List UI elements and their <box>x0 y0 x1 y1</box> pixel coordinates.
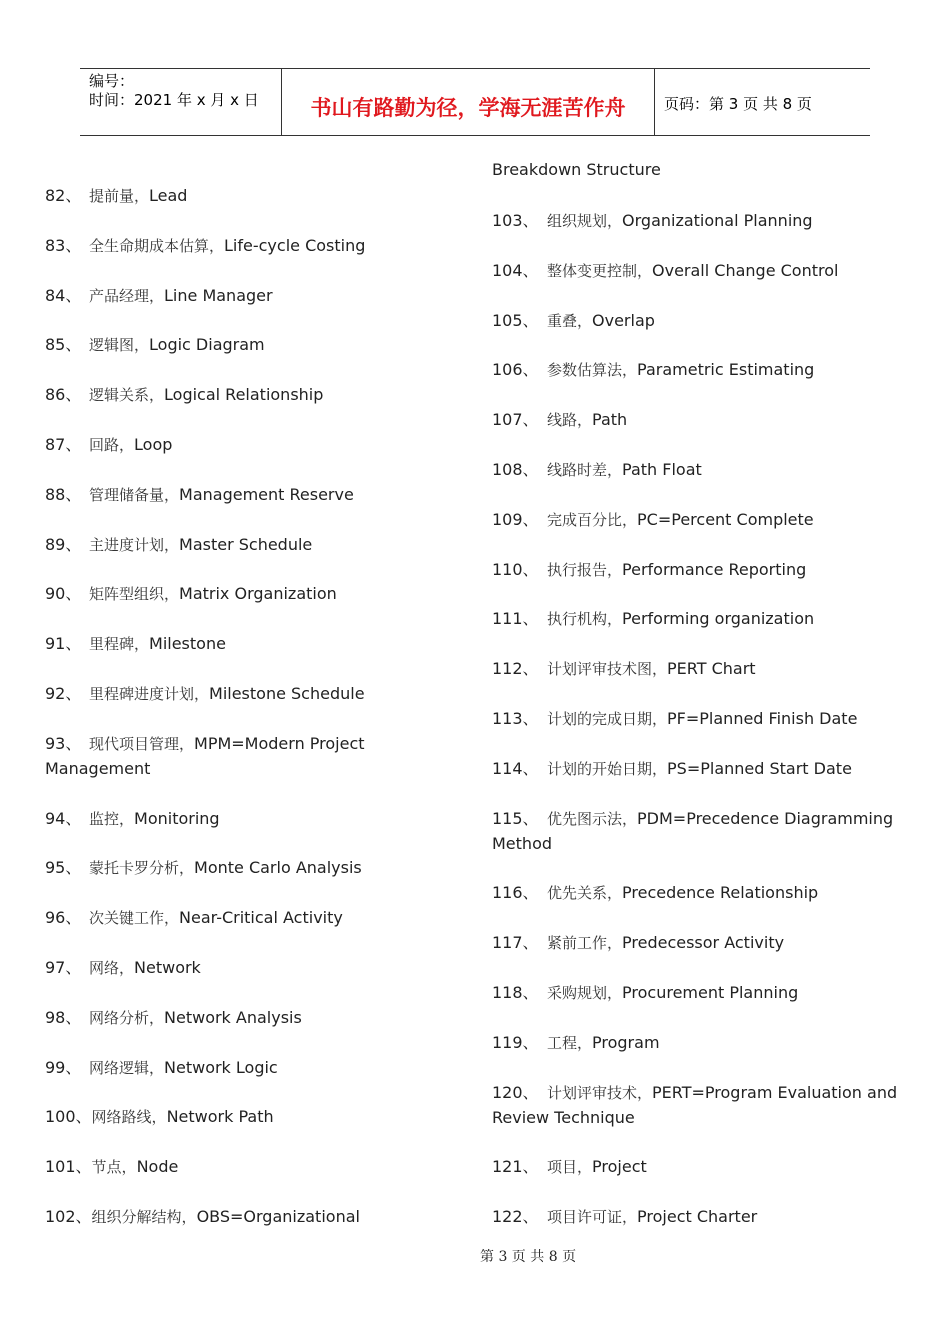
entry-english-term: PERT=Program Evaluation and <box>652 1082 898 1102</box>
entry-chinese-term: 计划评审技术图， <box>547 660 668 679</box>
entry-chinese-term: 紧前工作， <box>547 934 623 953</box>
entry-number: 110、 <box>492 559 539 579</box>
glossary-entry <box>492 1030 660 1056</box>
entry-english-term: Network Analysis <box>164 1007 302 1027</box>
glossary-entry <box>492 357 814 383</box>
glossary-entry <box>45 631 226 657</box>
entry-chinese-term: 节点， <box>91 1158 137 1177</box>
glossary-entry <box>492 507 814 533</box>
entry-chinese-term: 线路时差， <box>547 461 623 479</box>
entry-chinese-term: 次关键工作， <box>89 909 180 928</box>
entry-continuation: Method <box>492 833 553 853</box>
entry-number: 113、 <box>492 709 539 728</box>
entry-english-term: Organizational Planning <box>622 211 813 230</box>
glossary-entry <box>45 183 187 209</box>
document-time-label: 时间：2021 年 x 月 x 日 <box>89 91 259 109</box>
entry-chinese-term: 参数估算法， <box>547 361 638 380</box>
entry-number: 82、 <box>45 186 82 205</box>
entry-english-term: Predecessor Activity <box>622 933 785 953</box>
glossary-entry <box>492 1204 757 1230</box>
entry-chinese-term: 工程， <box>547 1033 593 1052</box>
glossary-entry <box>45 332 265 358</box>
entry-number: 101、 <box>45 1157 92 1177</box>
glossary-entry <box>492 1080 897 1106</box>
entry-chinese-term: 项目许可证， <box>547 1208 638 1227</box>
entry-chinese-term: 蒙托卡罗分析， <box>89 859 195 878</box>
entry-continuation: Review Technique <box>492 1107 635 1127</box>
entry-chinese-term: 网络分析， <box>89 1008 165 1027</box>
entry-chinese-term: 逻辑图， <box>89 336 150 355</box>
entry-chinese-term: 优先关系， <box>547 884 623 903</box>
entry-number: 104、 <box>492 260 539 280</box>
glossary-entry <box>492 756 852 782</box>
glossary-entry <box>492 880 818 906</box>
glossary-entry <box>492 557 806 583</box>
glossary-entry <box>45 1005 302 1031</box>
glossary-entry <box>45 1154 178 1180</box>
entry-english-term: Node <box>136 1157 179 1177</box>
entry-english-term: Milestone Schedule <box>209 684 365 703</box>
entry-english-term: Performance Reporting <box>622 559 807 579</box>
glossary-entry <box>492 656 756 682</box>
entry-number: 93、 <box>45 733 82 753</box>
entry-number: 116、 <box>492 883 539 903</box>
entry-chinese-term: 项目， <box>547 1158 593 1177</box>
document-number-label: 编号： <box>89 72 135 90</box>
entry-number: 87、 <box>45 435 82 454</box>
entry-chinese-term: 线路， <box>547 411 593 430</box>
page-footer: 第 3 页 共 8 页 <box>480 1249 577 1265</box>
entry-number: 83、 <box>45 235 82 255</box>
entry-english-term: Loop <box>134 435 173 454</box>
entry-english-term: PERT Chart <box>667 659 756 679</box>
entry-english-term: Logic Diagram <box>149 335 265 355</box>
glossary-entry <box>492 930 784 956</box>
entry-chinese-term: 计划的开始日期， <box>547 759 668 778</box>
entry-chinese-term: 优先图示法， <box>547 809 638 828</box>
entry-english-term: Program <box>592 1032 660 1052</box>
entry-english-term: Precedence Relationship <box>622 883 819 903</box>
entry-number: 106、 <box>492 360 539 380</box>
glossary-entry <box>45 955 201 981</box>
entry-english-term: Monitoring <box>134 808 220 828</box>
entry-number: 112、 <box>492 659 539 679</box>
entry-chinese-term: 监控， <box>89 809 135 828</box>
glossary-entry <box>492 980 798 1006</box>
entry-english-term: Management Reserve <box>179 484 354 504</box>
glossary-entry <box>45 283 273 309</box>
entry-number: 118、 <box>492 983 539 1002</box>
glossary-entry <box>492 258 838 284</box>
entry-english-term: Life-cycle Costing <box>224 235 366 255</box>
entry-english-term: Network <box>134 958 201 977</box>
glossary-entry <box>45 382 323 408</box>
right-column-continuation: Breakdown Structure <box>492 160 661 179</box>
entry-number: 100、 <box>45 1107 92 1127</box>
entry-number: 105、 <box>492 310 539 330</box>
entry-english-term: Network Path <box>166 1107 274 1127</box>
entry-english-term: MPM=Modern Project <box>194 733 365 753</box>
entry-english-term: PC=Percent Complete <box>637 509 814 529</box>
glossary-entry <box>45 581 337 607</box>
entry-number: 114、 <box>492 758 539 778</box>
entry-english-term: Path <box>592 410 628 430</box>
glossary-entry <box>45 806 220 832</box>
entry-english-term: Lead <box>149 186 188 205</box>
entry-chinese-term: 网络逻辑， <box>89 1058 165 1077</box>
glossary-entry <box>45 1204 360 1230</box>
header-top-rule <box>80 68 870 69</box>
entry-chinese-term: 采购规划， <box>547 984 623 1002</box>
glossary-entry <box>45 731 365 757</box>
entry-number: 94、 <box>45 808 82 828</box>
glossary-entry <box>45 905 343 931</box>
entry-chinese-term: 现代项目管理， <box>89 734 195 753</box>
entry-chinese-term: 全生命期成本估算， <box>89 236 225 255</box>
entry-english-term: OBS=Organizational <box>196 1207 360 1226</box>
glossary-entry <box>45 1055 278 1081</box>
entry-chinese-term: 计划的完成日期， <box>547 710 668 728</box>
entry-number: 92、 <box>45 684 82 703</box>
glossary-entry <box>492 706 857 732</box>
entry-number: 102、 <box>45 1207 92 1226</box>
glossary-entry <box>45 432 172 458</box>
glossary-entry <box>45 532 312 558</box>
entry-number: 89、 <box>45 534 82 554</box>
entry-number: 90、 <box>45 584 82 604</box>
entry-chinese-term: 管理储备量， <box>89 485 180 504</box>
entry-number: 86、 <box>45 385 82 405</box>
entry-english-term: PDM=Precedence Diagramming <box>637 808 894 828</box>
entry-number: 121、 <box>492 1157 539 1177</box>
entry-chinese-term: 回路， <box>89 436 135 454</box>
entry-number: 115、 <box>492 808 539 828</box>
entry-chinese-term: 组织规划， <box>547 212 623 230</box>
glossary-entry <box>492 457 702 483</box>
entry-english-term: Parametric Estimating <box>637 360 815 380</box>
entry-number: 119、 <box>492 1032 539 1052</box>
header-info <box>89 72 259 110</box>
entry-number: 97、 <box>45 958 82 977</box>
entry-continuation: Management <box>45 758 151 778</box>
glossary-entry <box>492 1154 647 1180</box>
entry-number: 111、 <box>492 609 539 629</box>
entry-number: 120、 <box>492 1082 539 1102</box>
entry-number: 96、 <box>45 908 82 928</box>
entry-chinese-term: 重叠， <box>547 311 593 330</box>
entry-number: 88、 <box>45 484 82 504</box>
entry-english-term: Performing organization <box>622 609 815 629</box>
entry-number: 91、 <box>45 634 82 654</box>
header-divider-right <box>654 68 655 136</box>
entry-chinese-term: 矩阵型组织， <box>89 585 180 604</box>
entry-english-term: Procurement Planning <box>622 983 799 1002</box>
entry-english-term: Near-Critical Activity <box>179 908 343 928</box>
entry-number: 85、 <box>45 335 82 355</box>
entry-english-term: Network Logic <box>164 1057 278 1077</box>
entry-english-term: Overlap <box>592 310 655 330</box>
entry-english-term: Matrix Organization <box>179 584 337 604</box>
entry-chinese-term: 计划评审技术， <box>547 1083 653 1102</box>
glossary-entry <box>492 308 655 334</box>
header-motto: 书山有路勤为径，学海无涯苦作舟 <box>310 95 626 120</box>
entry-number: 107、 <box>492 410 539 430</box>
entry-number: 103、 <box>492 211 539 230</box>
entry-english-term: Monte Carlo Analysis <box>194 858 362 878</box>
entry-english-term: Logical Relationship <box>164 385 324 405</box>
entry-chinese-term: 里程碑， <box>89 635 150 654</box>
entry-chinese-term: 完成百分比， <box>547 510 638 529</box>
glossary-entry <box>492 806 893 832</box>
entry-number: 84、 <box>45 285 82 305</box>
entry-chinese-term: 网络路线， <box>91 1108 167 1127</box>
entry-english-term: PS=Planned Start Date <box>667 758 852 778</box>
entry-english-term: Path Float <box>622 460 702 479</box>
entry-english-term: Project Charter <box>637 1207 758 1227</box>
entry-number: 98、 <box>45 1007 82 1027</box>
entry-chinese-term: 网络， <box>89 959 135 977</box>
glossary-entry <box>492 606 814 632</box>
entry-chinese-term: 产品经理， <box>89 286 165 305</box>
entry-chinese-term: 里程碑进度计划， <box>89 685 210 703</box>
glossary-entry <box>45 855 362 881</box>
entry-chinese-term: 主进度计划， <box>89 535 180 554</box>
glossary-entry <box>45 482 354 508</box>
header-page-number: 页码：第 3 页 共 8 页 <box>664 95 812 113</box>
header-bottom-rule <box>80 135 870 136</box>
glossary-entry <box>492 208 813 234</box>
entry-number: 117、 <box>492 933 539 953</box>
glossary-entry <box>45 233 365 259</box>
entry-chinese-term: 执行机构， <box>547 610 623 629</box>
entry-english-term: PF=Planned Finish Date <box>667 709 858 728</box>
entry-english-term: Overall Change Control <box>652 260 839 280</box>
entry-english-term: Milestone <box>149 634 226 654</box>
entry-number: 95、 <box>45 858 82 878</box>
glossary-entry <box>45 681 365 707</box>
entry-chinese-term: 逻辑关系， <box>89 386 165 405</box>
entry-number: 109、 <box>492 509 539 529</box>
entry-chinese-term: 组织分解结构， <box>91 1208 197 1226</box>
glossary-entry <box>492 407 627 433</box>
entry-chinese-term: 执行报告， <box>547 560 623 579</box>
entry-number: 108、 <box>492 460 539 479</box>
entry-english-term: Master Schedule <box>179 534 313 554</box>
entry-number: 99、 <box>45 1057 82 1077</box>
glossary-entry <box>45 1104 274 1130</box>
entry-number: 122、 <box>492 1207 539 1227</box>
entry-chinese-term: 提前量， <box>89 187 150 205</box>
entry-english-term: Line Manager <box>164 285 273 305</box>
entry-english-term: Project <box>592 1157 647 1177</box>
entry-chinese-term: 整体变更控制， <box>547 261 653 280</box>
